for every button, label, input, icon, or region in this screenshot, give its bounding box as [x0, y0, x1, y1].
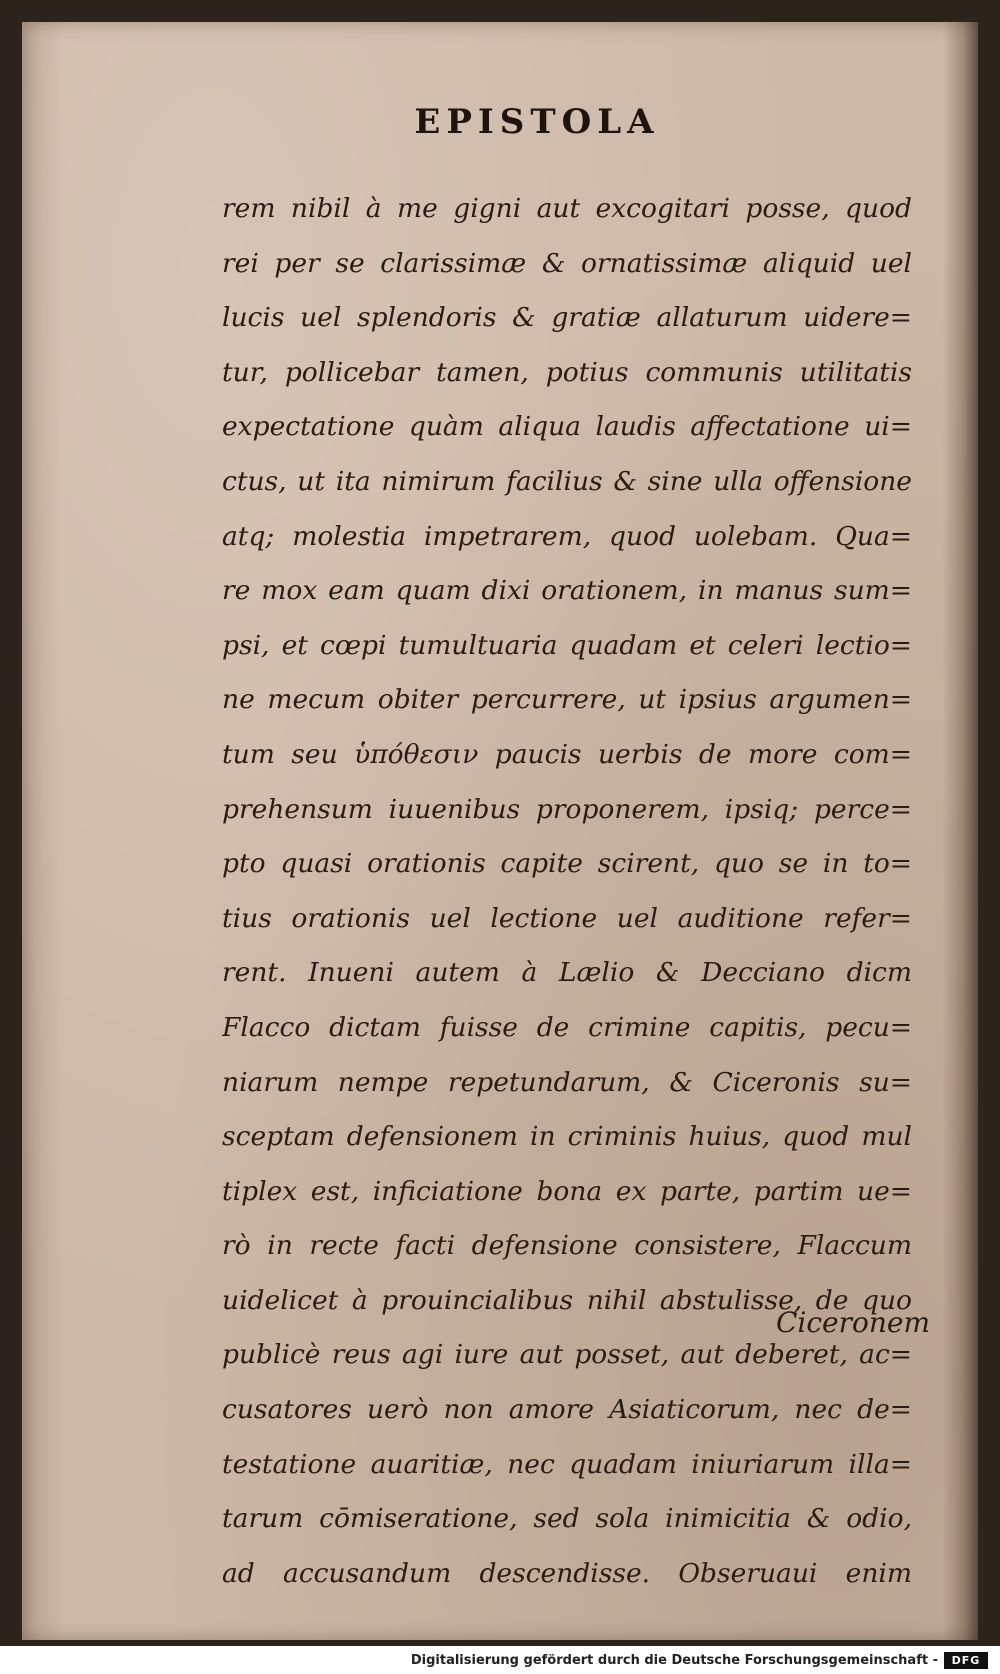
page-edge-shadow [942, 22, 978, 1640]
text-line: tur, pollicebar tamen, potius communis utilitatis [222, 356, 912, 388]
text-line: prehensum iuuenibus proponerem, ipsiq; perce= [222, 793, 912, 825]
text-line: tum seu ὑπόθεσιν paucis uerbis de more com= [222, 738, 912, 770]
text-line: pto quasi orationis capite scirent, quo se in to= [222, 848, 912, 880]
text-line: ctus, ut ita nimirum facilius & sine ulla offensione [222, 465, 912, 497]
body-text [222, 182, 912, 1601]
text-line: re mox eam quam dixi orationem, in manus sum= [222, 575, 912, 607]
text-line: rem nibil à me gigni aut excogitari posse, quod [222, 193, 912, 224]
text-line: tiplex est, inficiatione bona ex parte, partim ue= [222, 1175, 912, 1207]
text-line: tius orationis uel lectione uel auditione refer= [222, 902, 912, 934]
text-line: expectatione quàm aliqua laudis affectatione ui= [222, 411, 912, 443]
text-line: rei per se clarissimæ & ornatissimæ aliquid uel [222, 247, 912, 279]
text-line: Flacco dictam fuisse de crimine capitis, pecu= [222, 1011, 912, 1043]
text-line: sceptam defensionem in criminis huius, quod mul [222, 1121, 912, 1153]
text-line: ad accusandum descendisse. Obseruaui enim [222, 1557, 912, 1589]
text-line: psi, et cœpi tumultuaria quadam et celeri lectio= [222, 629, 912, 661]
text-line: publicè reus agi iure aut posset, aut deberet, ac= [222, 1339, 912, 1371]
text-line: testatione auaritiæ, nec quadam iniuriarum illa= [222, 1448, 912, 1480]
dfg-logo-icon: DFG [944, 1652, 988, 1669]
text-line: lucis uel splendoris & gratiæ allaturum uidere= [222, 302, 912, 334]
text-line: rent. Inueni autem à Lælio & Decciano dicm [222, 957, 912, 989]
text-line: niarum nempe repetundarum, & Ciceronis su= [222, 1066, 912, 1098]
text-line: cusatores uerò non amore Asiaticorum, nec de= [222, 1394, 912, 1426]
catchword: Ciceronem [775, 1306, 930, 1339]
text-line: tarum cōmiseratione, sed sola inimicitia & odio, [222, 1503, 912, 1535]
text-line: uidelicet à prouincialibus nihil abstulisse, de quo [222, 1284, 912, 1316]
digitization-credit: Digitalisierung gefördert durch die Deutsche Forschungsgemeinschaft - [0, 1648, 1000, 1674]
text-line: ne mecum obiter percurrere, ut ipsius argumen= [222, 684, 912, 716]
text-line: atq; molestia impetrarem, quod uolebam. Qua= [222, 520, 912, 552]
text-line: rò in recte facti defensione consistere, Flaccum [222, 1230, 912, 1262]
running-header: EPISTOLA [414, 102, 660, 142]
